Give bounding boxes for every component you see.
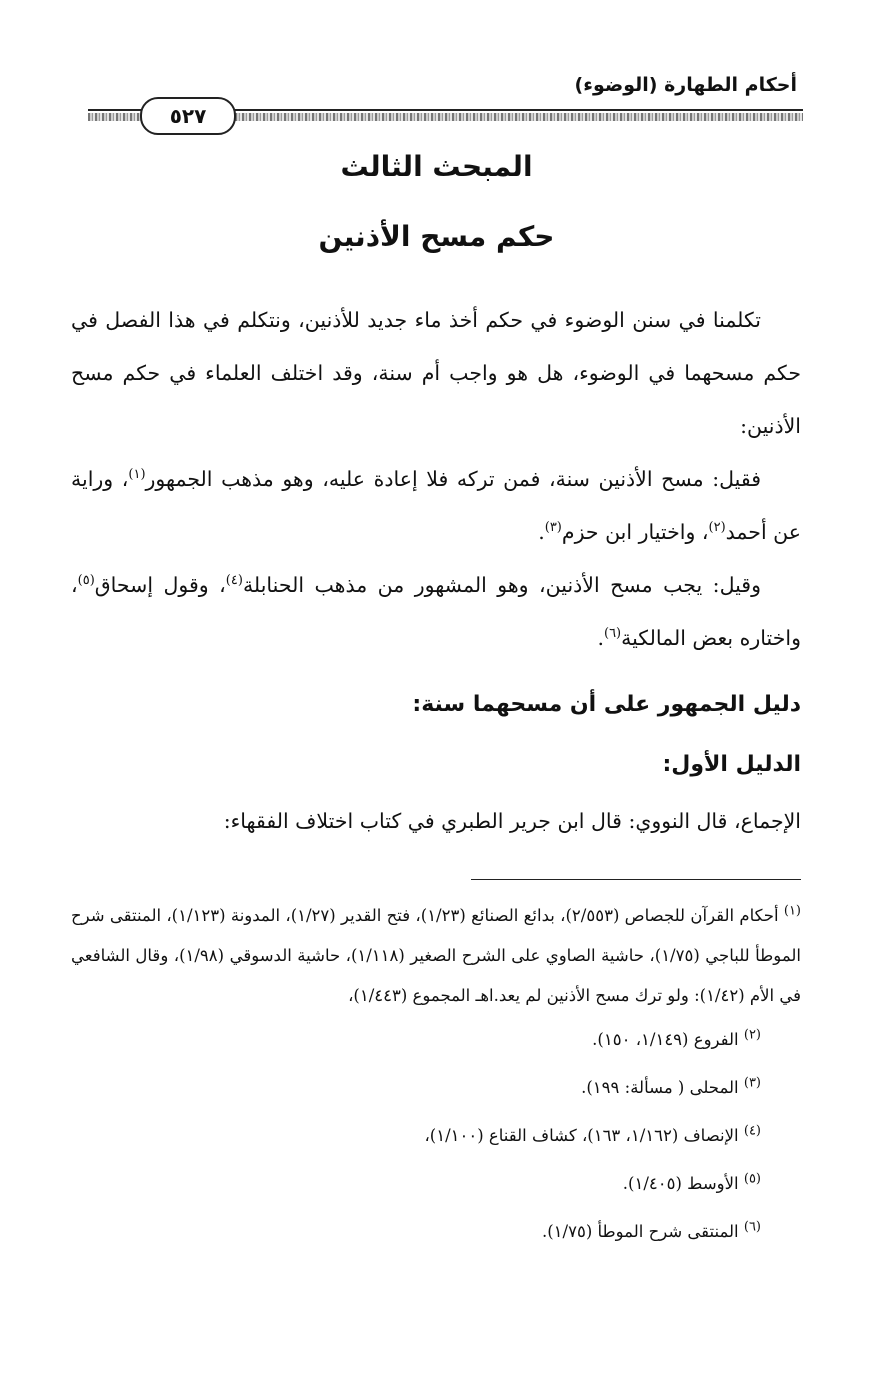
footnote-ref-6[interactable]: (٦) — [603, 626, 622, 642]
footnote-marker: (٢) — [743, 1027, 761, 1043]
intro-paragraph: تكلمنا في سنن الوضوء في حكم أخذ ماء جديد للأذنين، ونتكلم في هذا الفصل في حكم مسحهما في الوضوء، هل هو واجب أم سنة، وقد اختلف العلماء في حكم مسح الأذنين: — [71, 308, 801, 438]
footnote-ref-1[interactable]: (١) — [128, 467, 146, 483]
footnote-text: أحكام القرآن للجصاص (٢/٥٥٣)، بدائع الصنائع (١/٢٣)، فتح القدير (١/٢٧)، المدونة (١/١٢٣)، المنتقى شرح الموطأ للباجي (١/٧٥)، حاشية الصاوي على الشرح الصغير (١/١١٨)، حاشية الدسوقي (١/٩٨)، وقال الشافعي في الأم (١/٤٢): ولو ترك مسح الأذنين لم يعد.اهـ المجموع (١/٤٤٣)، — [71, 906, 801, 1005]
main-body — [71, 294, 801, 848]
footnotes — [71, 896, 801, 1256]
footnote-text: الإنصاف (١/١٦٢، ١٦٣)، كشاف القناع (١/١٠٠)، — [424, 1126, 739, 1145]
opinion-2-text-a: وقيل: يجب مسح الأذنين، وهو المشهور من مذهب الحنابلة — [242, 573, 761, 597]
footnote-ref-5[interactable]: (٥) — [77, 573, 95, 589]
footnote-4 — [71, 1112, 761, 1160]
footnote-text: المحلى ( مسألة: ١٩٩). — [581, 1078, 739, 1097]
footnote-marker: (٤) — [743, 1123, 761, 1139]
footnote-ref-3[interactable]: (٣) — [544, 520, 562, 536]
footnote-ref-4[interactable]: (٤) — [225, 573, 243, 589]
footnote-ref-2[interactable]: (٢) — [708, 520, 726, 536]
opinion-1-text-b: ، وراية عن أحمد — [71, 467, 801, 544]
footnote-1 — [71, 896, 801, 1016]
footnote-marker: (٣) — [743, 1075, 761, 1091]
footnote-marker: (٥) — [743, 1171, 761, 1187]
opinion-2-paragraph — [71, 559, 801, 665]
page-number: ٥٢٧ — [140, 97, 236, 135]
footnote-marker: (٦) — [743, 1219, 761, 1235]
running-header-title: أحكام الطهارة (الوضوء) — [574, 74, 797, 96]
opinion-2-text-b: ، وقول إسحاق — [94, 573, 226, 597]
section-heading: المبحث الثالث — [340, 150, 533, 183]
footnote-6 — [71, 1208, 761, 1256]
footnote-text: الفروع (١/١٤٩، ١٥٠). — [592, 1030, 739, 1049]
opinion-2-text-c: ، واختاره بعض المالكية — [71, 573, 801, 650]
opinion-1-text-a: فقيل: مسح الأذنين سنة، فمن تركه فلا إعادة عليه، وهو مذهب الجمهور — [145, 467, 761, 491]
opinion-1-text-c: ، واختيار ابن حزم — [561, 520, 709, 544]
section-title: حكم مسح الأذنين — [318, 220, 555, 253]
footnote-3 — [71, 1064, 761, 1112]
footnote-2 — [71, 1016, 761, 1064]
opinion-1-text-d: . — [538, 520, 545, 544]
opinion-2-text-d: . — [597, 626, 604, 650]
footnote-text: الأوسط (١/٤٠٥). — [622, 1174, 739, 1193]
footnote-separator — [471, 879, 801, 880]
evidence-heading: دليل الجمهور على أن مسحهما سنة: — [412, 692, 801, 717]
footnote-text: المنتقى شرح الموطأ (١/٧٥). — [541, 1222, 739, 1241]
opinion-1-paragraph — [71, 453, 801, 559]
first-evidence-heading: الدليل الأول: — [662, 752, 801, 777]
footnote-marker: (١) — [783, 903, 801, 919]
footnote-5 — [71, 1160, 761, 1208]
first-evidence-text: الإجماع، قال النووي: قال ابن جرير الطبري في كتاب اختلاف الفقهاء: — [223, 809, 801, 833]
